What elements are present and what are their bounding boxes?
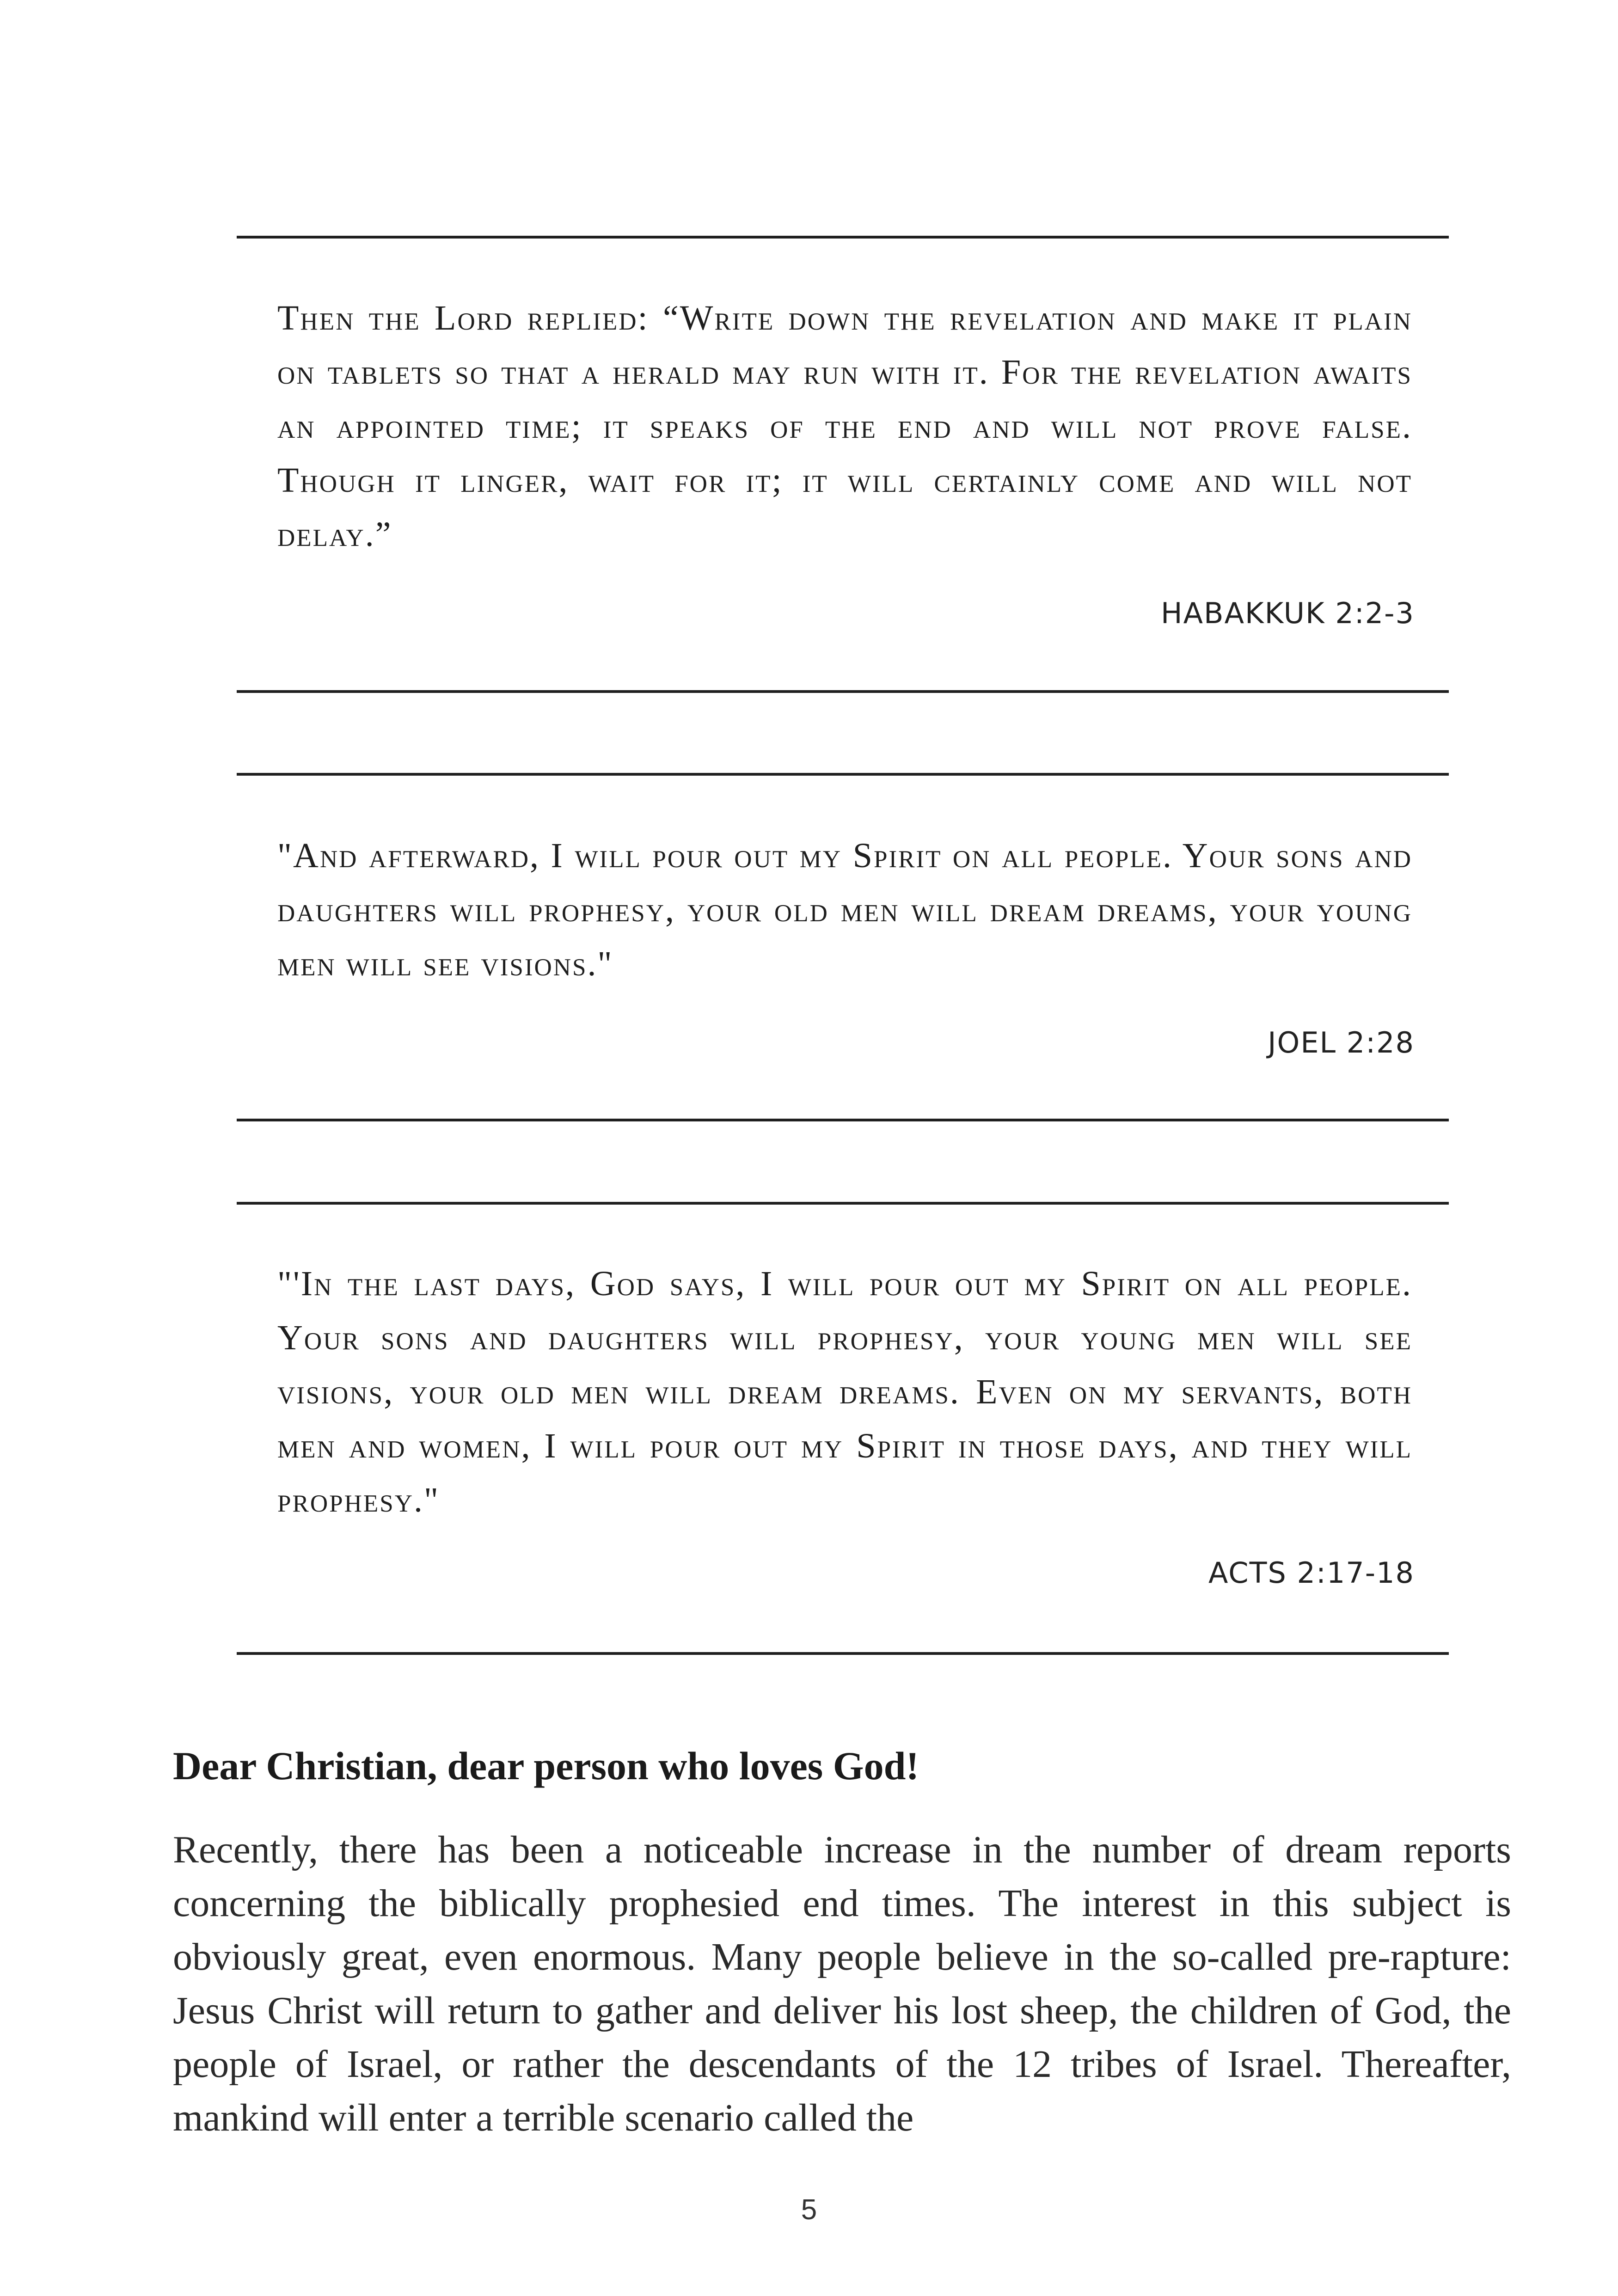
body-paragraph: Recently, there has been a noticeable increase in the number of dream reports concerning the biblically prophesied end times. The interest in this subject is obviously great, even enormous. Many people believe in the so-called pre-rapture: Jesus Christ will return to gather and deliver his lost sheep, the children of God, the people of Israel, or rather the descendants of the 12 tribes of Israel. Thereafter, mankind will enter a terrible scenario called the [173,1828,1511,2139]
quote-1-reference: HABAKKUK 2:2-3 [1161,596,1415,630]
quote-2-reference: JOEL 2:28 [1268,1026,1415,1059]
quote-1-top-rule [237,236,1449,239]
quote-3-reference: ACTS 2:17-18 [1208,1556,1415,1590]
quote-3-text: "'In the last days, God says, I will pour out my Spirit on all people. Your sons and daughters will prophesy, your young men will see visions, your old men will dream dreams. Even on my servants, both men and women, I will pour out my Spirit in those days, and they will prophesy." [277,1264,1412,1519]
quote-1-text: Then the Lord replied: “Write down the revelation and make it plain on tablets so that a herald may run with it. For the revelation awaits an appointed time; it speaks of the end and will not prove false. Though it linger, wait for it; it will certainly come and will not delay.” [277,299,1412,554]
quote-2-text: "And afterward, I will pour out my Spirit on all people. Your sons and daughters will prophesy, your old men will dream dreams, your young men will see visions." [277,836,1412,983]
section-heading: Dear Christian, dear person who loves God! [173,1744,919,1788]
page-number: 5 [801,2194,817,2226]
quote-3-top-rule [237,1202,1449,1205]
quote-2-top-rule [237,773,1449,776]
quote-1-bottom-rule [237,690,1449,693]
quote-2-bottom-rule [237,1119,1449,1121]
quote-3-bottom-rule [237,1652,1449,1655]
